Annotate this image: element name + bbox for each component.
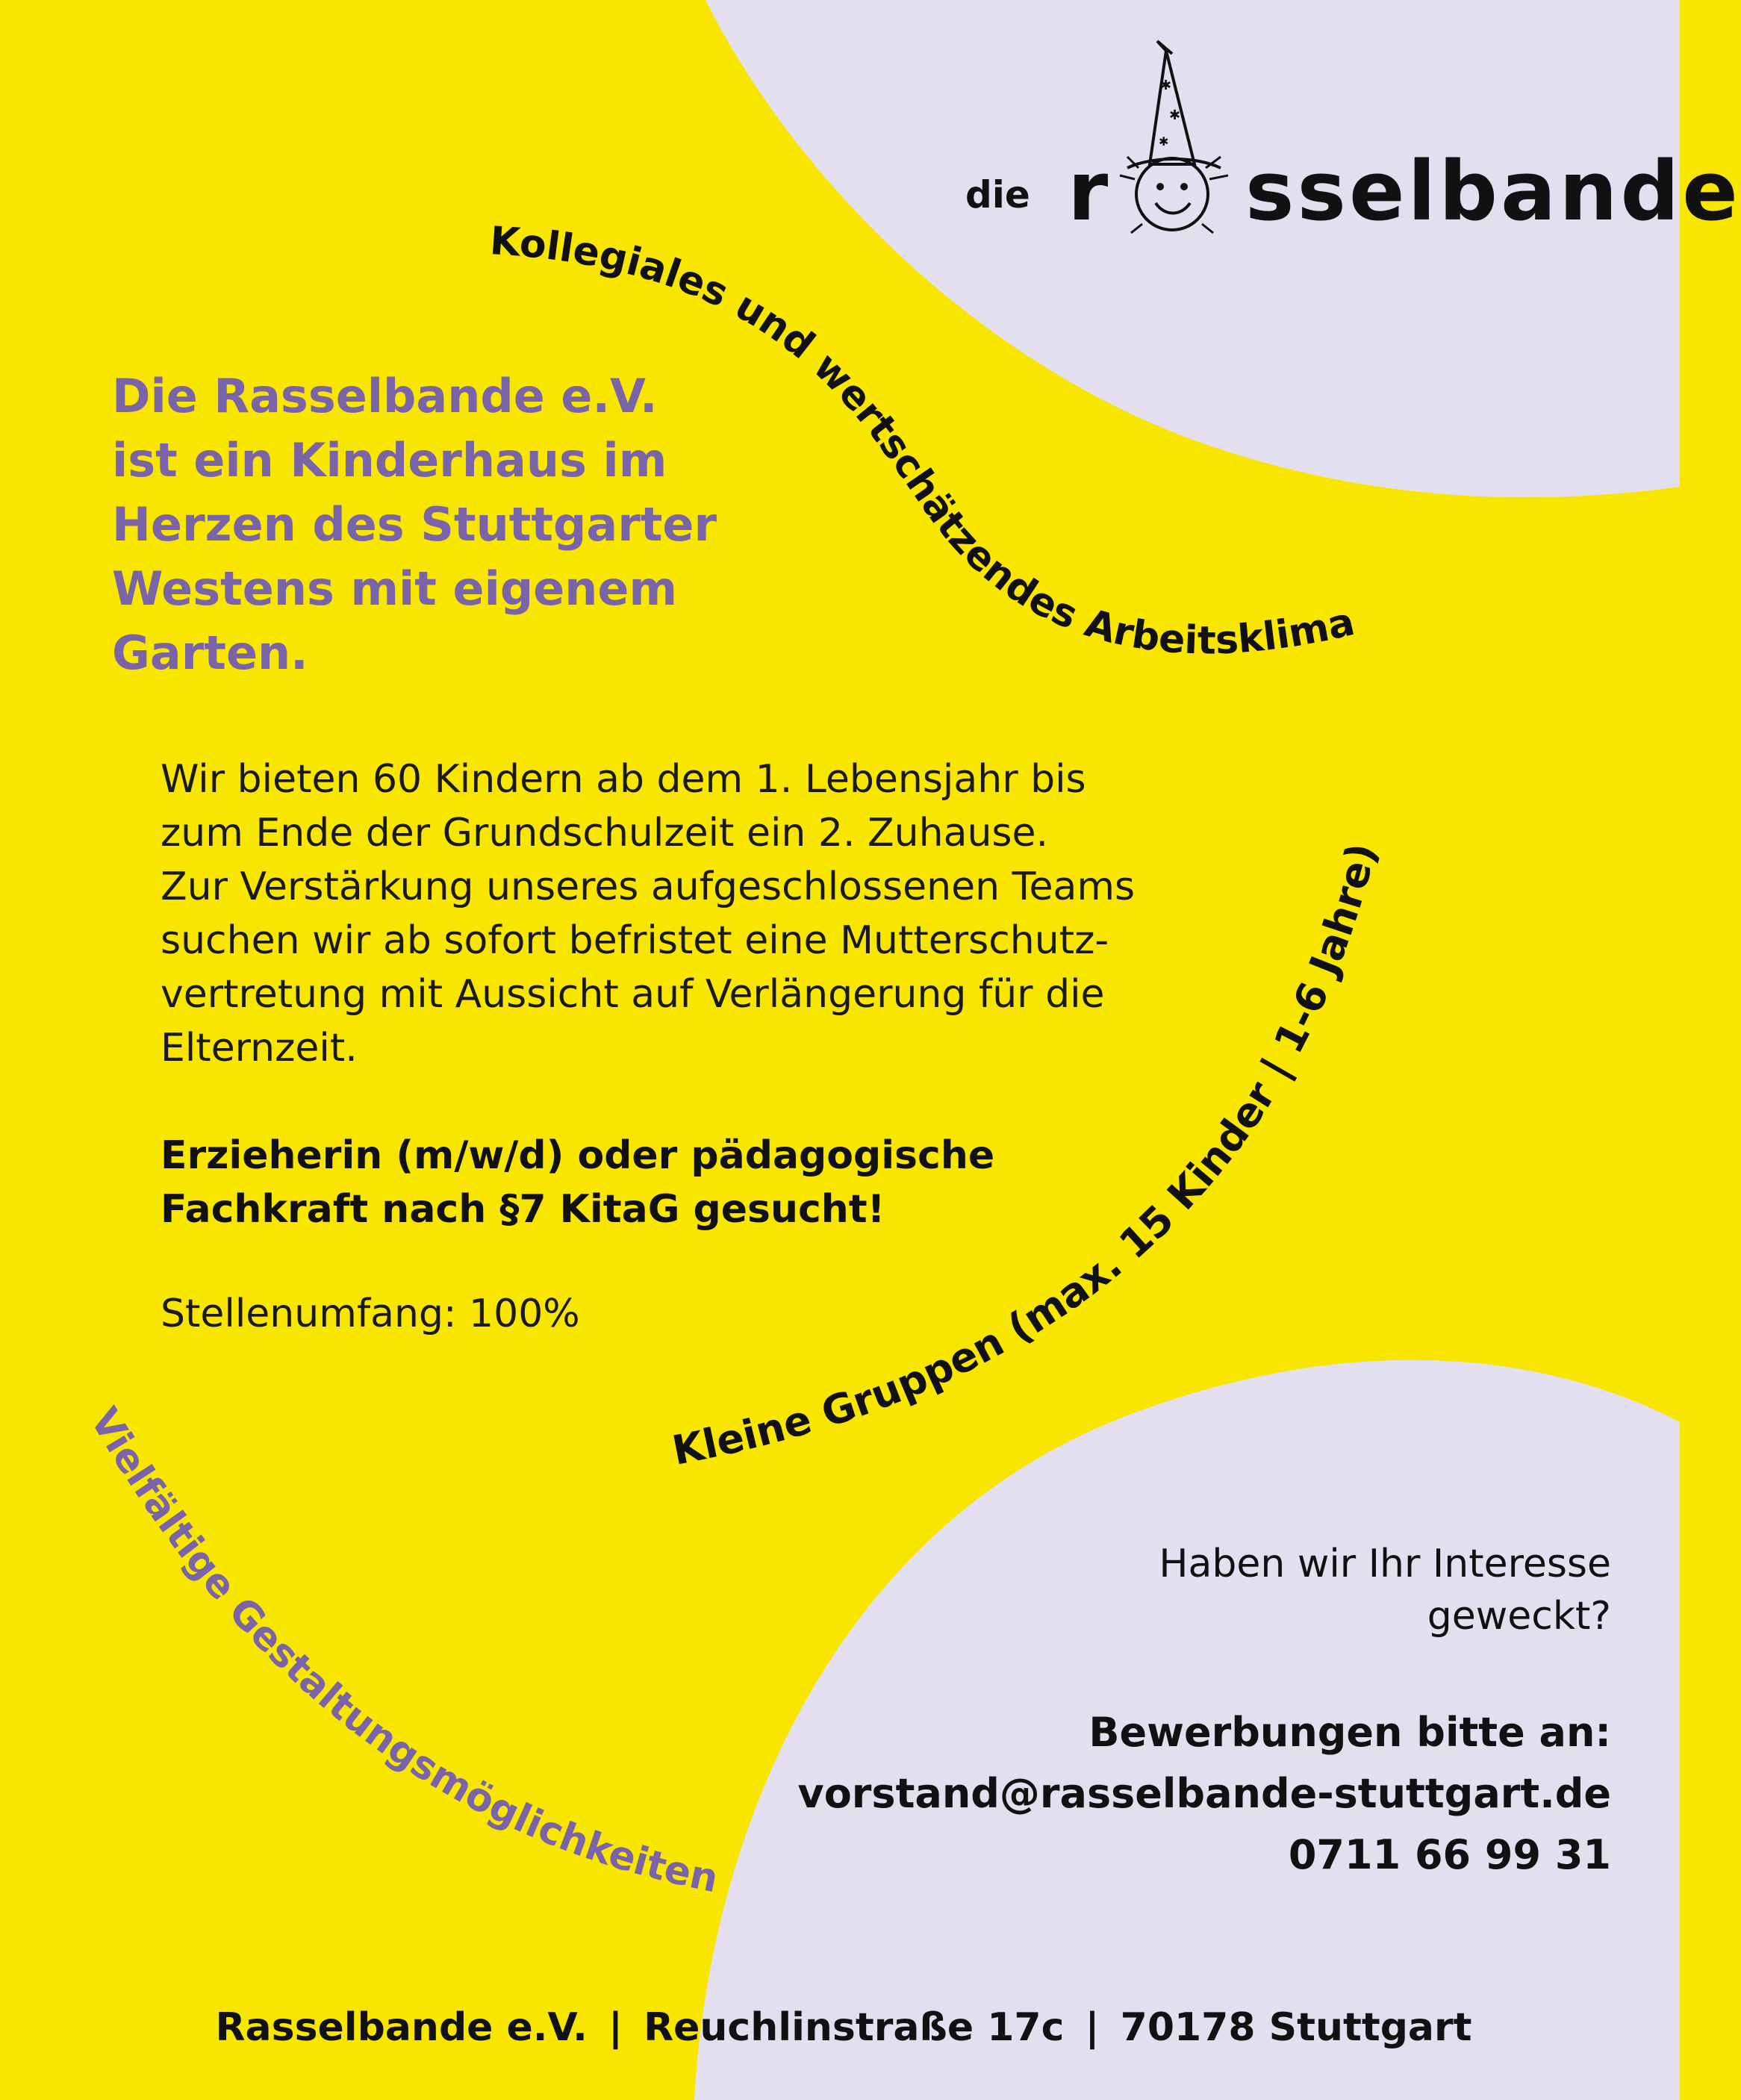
footer-name: Rasselbande e.V. [215,2005,588,2050]
intro-heading [112,364,799,685]
contact-block [798,1538,1612,1886]
svg-text:✱: ✱ [1160,78,1172,93]
intro-line: Herzen des Stuttgarter [112,497,717,552]
body-paragraph [161,753,1243,1075]
contact-email[interactable]: vorstand@rasselbande-stuttgart.de [797,1770,1611,1817]
curved-label-work-climate: Kollegiales und wertschätzendes Arbeitsklima [488,218,1359,664]
body-line: zum Ende der Grundschulzeit ein 2. Zuhause. [161,811,1049,856]
body-line: Elternzeit. [161,1026,358,1071]
contact-phone[interactable]: 0711 66 99 31 [1288,1831,1611,1878]
body-line: suchen wir ab sofort befristet eine Mutterschutz- [161,918,1109,963]
body-line: vertretung mit Aussicht auf Verlängerung für die [161,972,1105,1017]
job-title-line: Erzieherin (m/w/d) oder pädagogische [161,1133,995,1178]
curved-label-design-options: Vielfältige Gestaltungsmöglichkeiten [81,1400,722,1902]
contact-question-line: geweckt? [1427,1594,1611,1639]
job-scope: Stellenumfang: 100% [161,1292,580,1336]
footer-address [0,2005,1680,2050]
intro-line: Westens mit eigenem [112,561,678,616]
body-line: Wir bieten 60 Kindern ab dem 1. Lebensjahr bis [161,757,1086,802]
intro-line: Garten. [112,626,308,680]
svg-text:✱: ✱ [1169,108,1181,123]
job-title-line: Fachkraft nach §7 KitaG gesucht! [161,1187,885,1232]
footer-separator: | [608,2005,623,2050]
apply-label: Bewerbungen bitte an: [1088,1709,1611,1756]
logo-prefix: die [965,173,1030,216]
job-title [161,1129,994,1236]
footer-separator: | [1085,2005,1100,2050]
curved-label-small-groups: Kleine Gruppen (max. 15 Kinder | 1-6 Jahre) [668,838,1386,1474]
logo-name: sselbande [1245,143,1741,239]
footer-city: 70178 Stuttgart [1120,2005,1472,2050]
intro-line: Die Rasselbande e.V. [112,369,658,423]
logo-letter-r: r [1068,143,1112,239]
contact-question-line: Haben wir Ihr Interesse [1159,1542,1611,1586]
footer-street: Reuchlinstraße 17c [644,2005,1065,2050]
svg-text:✱: ✱ [1159,134,1169,149]
intro-line: ist ein Kinderhaus im [112,433,667,487]
body-line: Zur Verstärkung unseres aufgeschlossenen Teams [161,864,1136,909]
wizard-hat-face-icon [1097,37,1247,239]
